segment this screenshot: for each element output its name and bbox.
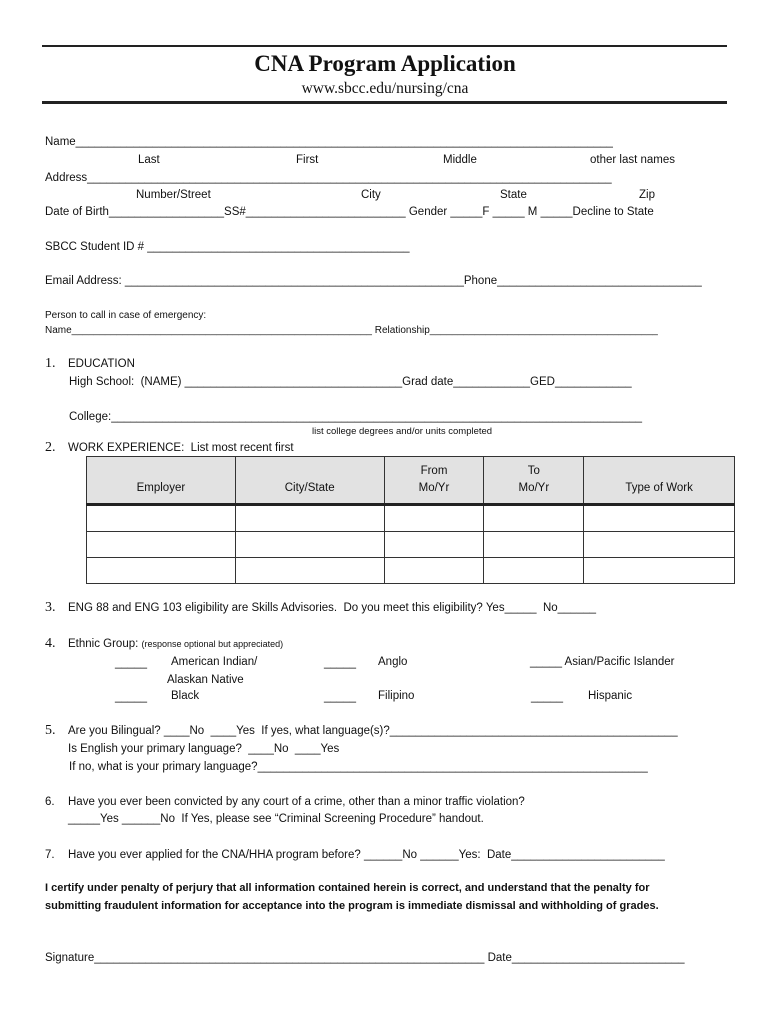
conviction-question: Have you ever been convicted by any court of a crime, other than a minor traffic violation? (68, 796, 525, 808)
page-title: CNA Program Application (254, 51, 516, 76)
black-blank[interactable]: _____ (115, 691, 147, 703)
table-cell[interactable] (235, 532, 384, 558)
asian-pacific-option[interactable]: _____ Asian/Pacific Islander (530, 656, 675, 668)
address-street-label: Number/Street (136, 189, 211, 201)
table-cell[interactable] (384, 532, 484, 558)
college-field[interactable]: College:___________________________________________________________________________________ (69, 411, 643, 423)
table-header-row (87, 457, 735, 505)
address-state-label: State (500, 189, 527, 201)
table-cell[interactable] (384, 558, 484, 584)
col-employer: Employer (87, 457, 236, 505)
table-cell[interactable] (235, 505, 384, 532)
hispanic-blank[interactable]: _____ (531, 691, 563, 703)
q3-eligibility-question[interactable]: ENG 88 and ENG 103 eligibility are Skills Advisories. Do you meet this eligibility? Yes_____ No______ (68, 602, 597, 614)
conviction-answer[interactable]: _____Yes ______No If Yes, please see “Criminal Screening Procedure” handout. (68, 813, 484, 825)
work-heading: WORK EXPERIENCE: List most recent first (68, 442, 294, 454)
table-cell[interactable] (87, 558, 236, 584)
american-indian-blank[interactable]: _____ (115, 657, 147, 669)
name-other-label: other last names (590, 154, 676, 166)
q6-number: 6. (45, 796, 55, 808)
table-row (87, 558, 735, 584)
email-phone-field[interactable]: Email Address: _____________________________________________________Phone________________________________ (45, 275, 702, 287)
col-to: To Mo/Yr (484, 457, 584, 505)
name-field[interactable]: Name____________________________________________________________________________________ (45, 136, 613, 148)
certification-line-1: I certify under penalty of perjury that all information contained herein is correct, and understand that the penalty for (45, 882, 650, 894)
education-number: 1. (45, 356, 56, 371)
filipino-label: Filipino (378, 690, 415, 702)
filipino-blank[interactable]: _____ (324, 691, 356, 703)
education-heading: EDUCATION (68, 358, 135, 370)
table-cell[interactable] (584, 505, 735, 532)
top-rule (42, 45, 727, 47)
q3-number: 3. (45, 600, 56, 615)
college-note: list college degrees and/or units completed (312, 426, 493, 437)
alaskan-native-label: Alaskan Native (167, 674, 244, 686)
table-cell[interactable] (484, 558, 584, 584)
anglo-blank[interactable]: _____ (324, 657, 356, 669)
q4-number: 4. (45, 636, 56, 651)
col-type-of-work: Type of Work (584, 457, 735, 505)
ethnic-group-label: Ethnic Group: (response optional but appreciated) (68, 638, 284, 650)
american-indian-label: American Indian/ (171, 656, 258, 668)
table-cell[interactable] (87, 505, 236, 532)
anglo-label: Anglo (378, 656, 408, 668)
english-primary-question[interactable]: Is English your primary language? ____No ____Yes (68, 743, 340, 755)
bilingual-question[interactable]: Are you Bilingual? ____No ____Yes If yes, what language(s)?_____________________________________________ (68, 725, 678, 737)
signature-date-field[interactable]: Signature_____________________________________________________________ Date___________________________ (45, 952, 685, 964)
table-cell[interactable] (484, 532, 584, 558)
high-school-field[interactable]: High School: (NAME) __________________________________Grad date____________GED____________ (69, 376, 632, 388)
address-city-label: City (361, 189, 381, 201)
primary-language-field[interactable]: If no, what is your primary language?_____________________________________________________________ (69, 761, 648, 773)
table-cell[interactable] (235, 558, 384, 584)
student-id-field[interactable]: SBCC Student ID # _________________________________________ (45, 241, 410, 253)
table-row (87, 532, 735, 558)
col-city-state: City/State (235, 457, 384, 505)
q7-number: 7. (45, 849, 55, 861)
address-zip-label: Zip (639, 189, 655, 201)
table-cell[interactable] (484, 505, 584, 532)
applied-before-question[interactable]: Have you ever applied for the CNA/HHA program before? ______No ______Yes: Date________________________ (68, 849, 665, 861)
name-last-label: Last (138, 154, 160, 166)
name-first-label: First (296, 154, 319, 166)
name-middle-label: Middle (443, 154, 477, 166)
page-url: www.sbcc.edu/nursing/cna (301, 80, 469, 97)
emergency-contact-field[interactable]: Name______________________________________________________ Relationship_________________________________________ (45, 325, 658, 336)
table-row (87, 505, 735, 532)
q5-number: 5. (45, 723, 56, 738)
header-bottom-rule (42, 101, 727, 104)
work-number: 2. (45, 440, 56, 455)
emergency-label: Person to call in case of emergency: (45, 310, 207, 321)
hispanic-label: Hispanic (588, 690, 633, 702)
certification-line-2: submitting fraudulent information for acceptance into the program is immediate dismissal and withholding of grades. (45, 900, 659, 912)
table-cell[interactable] (384, 505, 484, 532)
col-from: From Mo/Yr (384, 457, 484, 505)
table-cell[interactable] (584, 532, 735, 558)
table-cell[interactable] (584, 558, 735, 584)
address-field[interactable]: Address__________________________________________________________________________________ (45, 172, 612, 184)
black-label: Black (171, 690, 200, 702)
dob-ss-gender-field[interactable]: Date of Birth__________________SS#_________________________ Gender _____F _____ M _____Decline to State (45, 206, 654, 218)
work-experience-table (86, 456, 735, 584)
table-cell[interactable] (87, 532, 236, 558)
